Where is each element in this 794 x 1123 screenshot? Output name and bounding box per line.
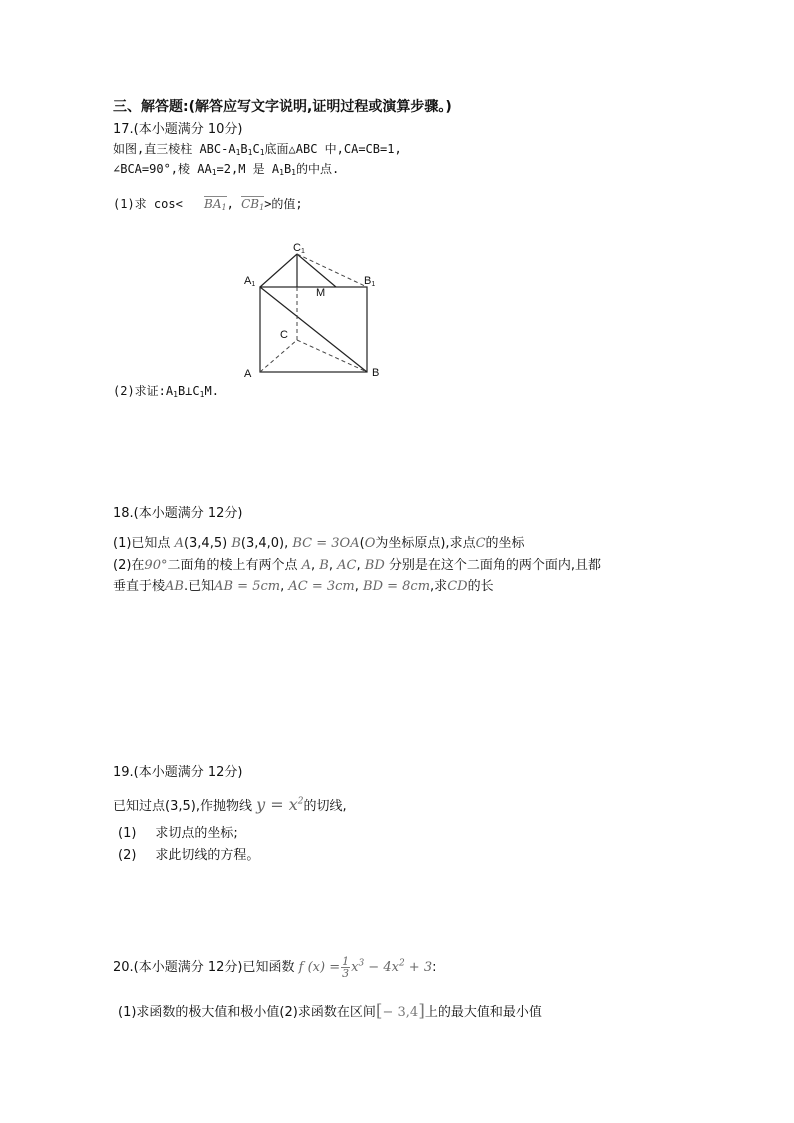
label-b: B <box>372 367 380 379</box>
vector-cb1: $CB_1$ <box>241 197 265 212</box>
interval: − 3,4 <box>382 1005 419 1020</box>
edge-ac-hidden <box>260 340 297 372</box>
q19-line1: 已知过点(3,5),作抛物线 $y = x^2$的切线, <box>113 795 347 814</box>
prism-figure <box>238 237 398 382</box>
label-b1: B1 <box>364 275 376 288</box>
q17-line1: 如图,直三棱柱 ABC-$A_1B_1C_1$底面△ABC 中,CA=CB=1, <box>113 142 402 157</box>
q20-line2: (1)求函数的极大值和极小值(2)求函数在区间[− 3,4]上的最大值和最小值 <box>118 1001 542 1021</box>
edge-c1m <box>297 254 336 287</box>
q17-header: 17.(本小题满分 10分) <box>113 122 243 137</box>
edge-c1b1-hidden <box>297 254 367 287</box>
q18-part2: (2)在90°二面角的棱上有两个点 A, B, AC, BD 分别是在这个二面角的两个面内,且都 <box>113 558 602 573</box>
q19-header: 19.(本小题满分 12分) <box>113 765 243 780</box>
label-a1: A1 <box>244 275 256 288</box>
q20-line1: 20.(本小题满分 12分)已知函数 f (x) = $\frac{1}{3}$ $x^3 - 4x^2 + 3$: <box>113 955 437 980</box>
q17-part1: (1)求 $\cos< BA_1$, $CB_1>$的值; <box>113 197 303 212</box>
q19-item1: (1) 求切点的坐标; <box>118 826 238 841</box>
parabola-equation: $y = x^2$ <box>256 795 304 814</box>
q18-part2-cont: 垂直于棱AB.已知AB = 5cm, AC = 3cm, BD = 8cm,求CD的长 <box>113 579 494 594</box>
q18-part1: (1)已知点 A(3,4,5) B(3,4,0), BC = 3OA(O为坐标原点),求点C的坐标 <box>113 536 525 551</box>
diagonal-a1b <box>260 287 367 372</box>
edge-a1c1 <box>260 254 297 287</box>
vector-ba1: $BA_1$ <box>204 197 227 212</box>
q17-line2: ∠BCA=90°,棱 $AA_1=2,M$ 是 $A_1B_1$的中点. <box>113 162 340 177</box>
q17-part2: (2)求证$:A_1B\perp C_1M$. <box>113 384 219 399</box>
q18-header: 18.(本小题满分 12分) <box>113 506 243 521</box>
label-a: A <box>244 368 252 380</box>
section-title: 三、解答题:(解答应写文字说明,证明过程或演算步骤。) <box>113 99 452 115</box>
label-c1: C1 <box>293 242 305 255</box>
label-c: C <box>280 329 288 341</box>
label-m: M <box>316 287 326 299</box>
fraction-one-third: $\frac{1}{3}$ <box>342 955 350 980</box>
q19-item2: (2) 求此切线的方程。 <box>118 848 260 863</box>
